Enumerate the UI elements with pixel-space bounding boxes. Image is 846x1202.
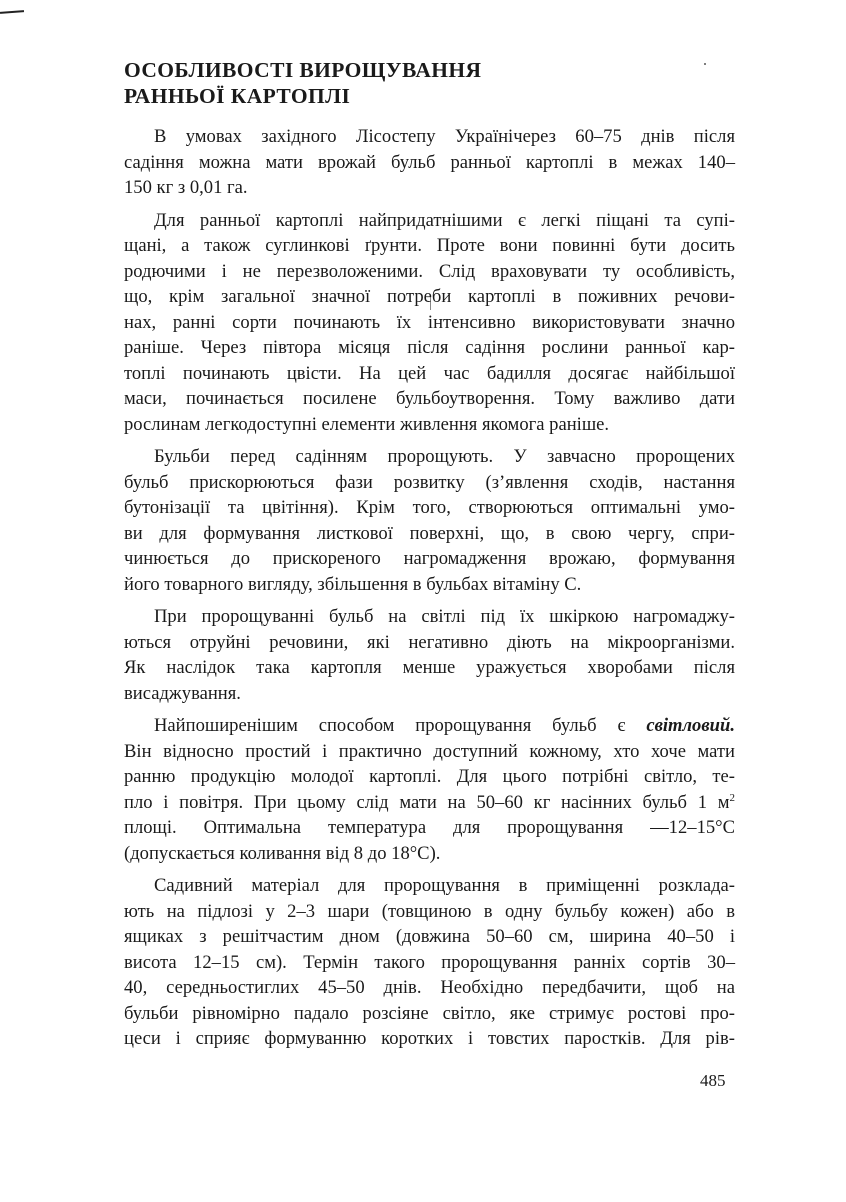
emphasized-term: світловий. [646,715,735,736]
text-line: щані, а також суглинкові ґрунти. Проте вони повинні бути досить [124,235,735,256]
text-line: висаджування. [124,682,241,704]
text-line: маси, починається посилене бульбоутворення. Тому важливо дати [124,388,735,409]
paragraph-4 [124,604,735,706]
superscript: 2 [729,791,735,804]
scan-edge-mark [0,10,24,14]
text-line: рослинам легкодоступні елементи живлення якомога раніше. [124,413,610,435]
text-line: його товарного вигляду, збільшення в бульбах вітаміну С. [124,573,582,595]
text-line: Він відносно простий і практично доступний кожному, хто хоче мати [124,740,735,762]
text-line: чинюється до прискореного нагромадження врожаю, формування [124,548,735,569]
text-line: Як наслідок така картопля менше уражується хворобами після [124,657,735,678]
text-line: 150 кг з 0,01 га. [124,177,248,198]
article-body [124,124,735,1059]
text-line: При пророщуванні бульб на світлі під їх шкіркою нагромаджу- [154,606,735,627]
page-number: 485 [700,1071,726,1090]
text-line: ви для формування листкової поверхні, що, в свою чергу, спри- [124,522,735,544]
text-line: ються отруйні речовини, які негативно діють на мікроорганізми. [124,631,735,653]
text-line: бульб прискорюються фази розвитку (з’явлення сходів, настання [124,471,735,493]
text-line: раніше. Через півтора місяця після садіння рослини ранньої кар- [124,337,735,358]
text-line: бутонізації та цвітіння). Крім того, створюються оптимальні умо- [124,497,735,518]
text-line: площі. Оптимальна температура для пророщування —12–15°С [124,817,735,838]
text-line: висота 12–15 см). Термін такого пророщування ранніх сортів 30– [124,951,735,973]
text-line: (допускається коливання від 8 до 18°С). [124,842,441,864]
text-line: Для ранньої картоплі найпридатнішими є легкі піщані та супі- [154,209,735,231]
text-line: цеси і сприяє формуванню коротких і товстих паростків. Для рів- [124,1028,735,1049]
text-line: ють на підлозі у 2–3 шари (товщиною в одну бульбу кожен) або в [124,900,735,922]
text-line: що, крім загальної значної потреби картоплі в поживних речови- [124,286,735,307]
text-line [124,713,735,739]
scan-speck [704,63,706,65]
paragraph-6 [124,873,735,1052]
text-line: В умовах західного Лісостепу Українічерез 60–75 днів після [154,126,735,147]
paragraph-2 [124,208,735,438]
paragraph-5 [124,713,735,866]
text-line: Бульби перед садінням пророщують. У завчасно пророщених [154,446,735,467]
text-run: пло і повітря. При цьому слід мати на 50–60 кг насінних бульб 1 м [124,791,730,813]
text-line: бульби рівномірно падало розсіяне світло, яке стримує ростові про- [124,1002,735,1024]
text-line [124,790,735,816]
page-title [124,57,481,109]
text-line: нах, ранні сорти починають їх інтенсивно використовувати значно [124,311,735,333]
paragraph-3 [124,444,735,597]
title-line-2: РАННЬОЇ КАРТОПЛІ [124,84,351,108]
text-line: Садивний матеріал для пророщування в приміщенні розклада- [154,875,735,896]
text-line: родючими і не перезволоженими. Слід враховувати ту особливість, [124,260,735,282]
text-line: ранню продукцію молодої картоплі. Для цього потрібні світло, те- [124,766,735,787]
title-line-1: ОСОБЛИВОСТІ ВИРОЩУВАННЯ [124,58,482,82]
paragraph-1 [124,124,735,201]
text-line: ящиках з решітчастим дном (довжина 50–60 см, ширина 40–50 і [124,926,735,947]
text-line: садіння можна мати врожай бульб ранньої картоплі в межах 140– [124,151,735,173]
text-line: топлі починають цвісти. На цей час бадилля досягає найбільшої [124,362,735,384]
text-line: 40, середньостиглих 45–50 днів. Необхідно передбачити, щоб на [124,977,735,998]
text-run: Найпоширенішим способом пророщування бульб є [154,715,647,736]
